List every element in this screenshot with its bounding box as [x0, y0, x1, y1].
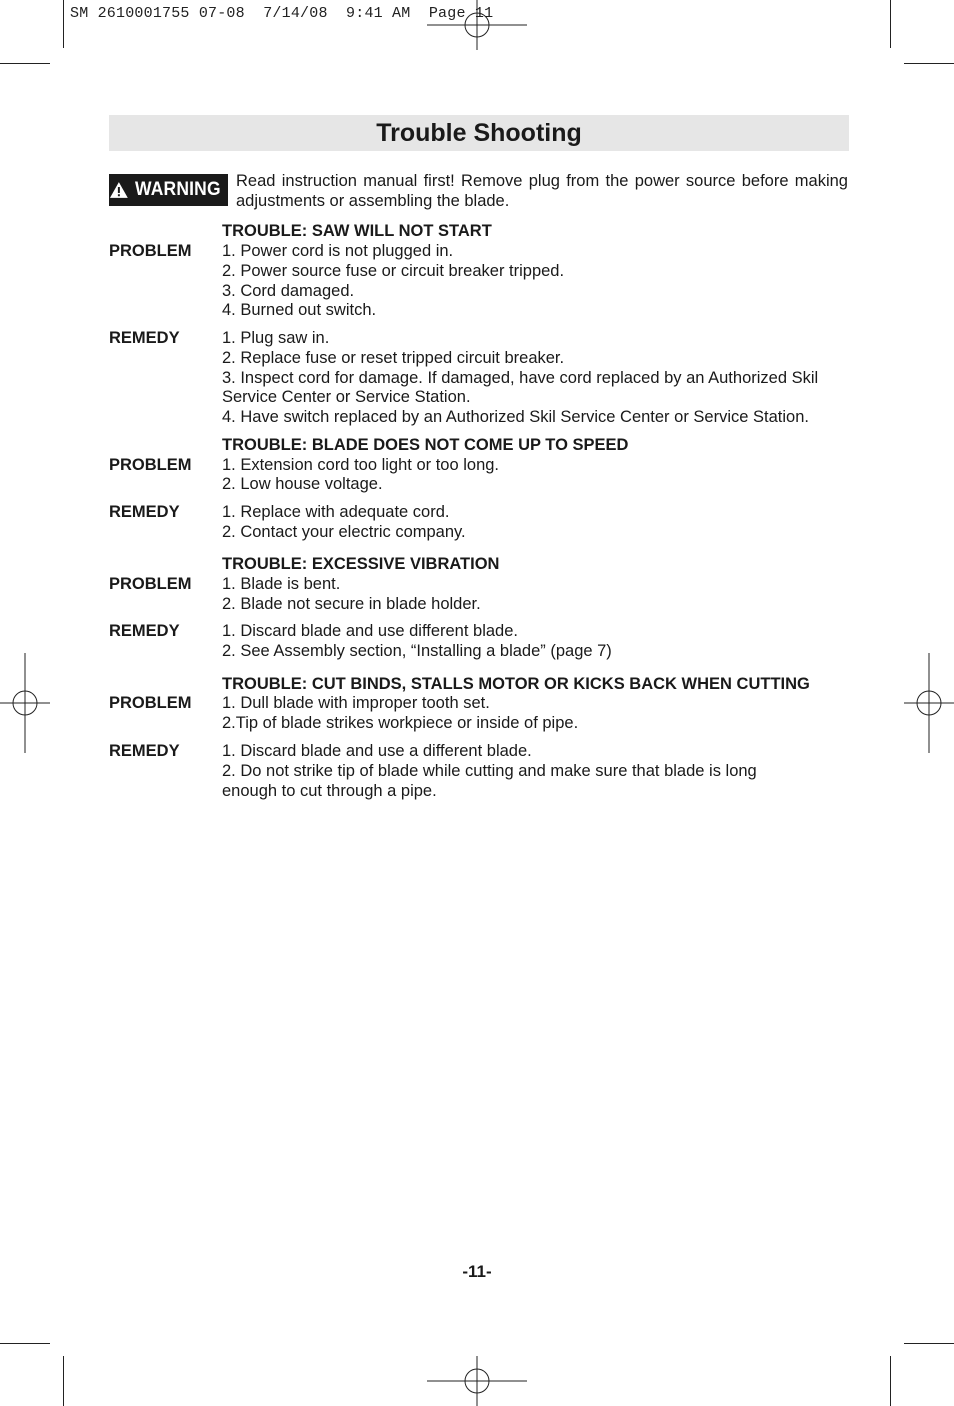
problem-item: 2. Blade not secure in blade holder. — [222, 595, 481, 613]
remedy-label: REMEDY — [109, 503, 180, 521]
remedy-item: 2. Contact your electric company. — [222, 523, 466, 541]
problem-item: 2. Power source fuse or circuit breaker tripped. — [222, 262, 565, 280]
warning-text: Read instruction manual first! Remove plug from the power source before making adjustments or assembling the blade. — [236, 172, 848, 210]
remedy-item: Service Center or Service Station. — [222, 388, 471, 406]
remedy-item: 3. Inspect cord for damage. If damaged, have cord replaced by an Authorized Skil — [222, 369, 819, 387]
remedy-item: enough to cut through a pipe. — [222, 782, 437, 800]
remedy-item: 2. See Assembly section, “Installing a blade” (page 7) — [222, 642, 612, 660]
registration-mark-icon — [0, 653, 50, 753]
problem-item: 2.Tip of blade strikes workpiece or inside of pipe. — [222, 714, 579, 732]
crop-mark — [890, 1356, 891, 1406]
remedy-label: REMEDY — [109, 622, 180, 640]
page-number: -11- — [462, 1262, 492, 1281]
problem-item: 3. Cord damaged. — [222, 282, 355, 300]
crop-mark — [63, 0, 64, 48]
crop-mark — [890, 0, 891, 48]
problem-item: 1. Extension cord too light or too long. — [222, 456, 500, 474]
printer-slug: SM 2610001755 07-08 7/14/08 9:41 AM Page 11 — [70, 5, 494, 22]
remedy-label: REMEDY — [109, 329, 180, 347]
page-title: Trouble Shooting — [376, 118, 582, 147]
crop-mark — [904, 63, 954, 64]
crop-mark — [904, 1343, 954, 1344]
trouble-heading-text: TROUBLE: EXCESSIVE VIBRATION — [222, 555, 500, 573]
problem-item: 1. Blade is bent. — [222, 575, 341, 593]
remedy-item: 1. Discard blade and use a different blade. — [222, 742, 532, 760]
problem-label: PROBLEM — [109, 694, 192, 712]
registration-mark-icon — [427, 1356, 527, 1406]
warning-triangle-icon — [109, 181, 129, 199]
title-bar — [109, 115, 849, 151]
problem-label: PROBLEM — [109, 575, 192, 593]
problem-label: PROBLEM — [109, 456, 192, 474]
trouble-heading-text: TROUBLE: CUT BINDS, STALLS MOTOR OR KICKS BACK WHEN CUTTING — [222, 675, 810, 693]
registration-mark-icon — [904, 653, 954, 753]
warning-label: WARNING — [134, 179, 221, 200]
registration-mark-icon — [427, 0, 527, 50]
problem-item: 2. Low house voltage. — [222, 475, 383, 493]
remedy-item: 2. Do not strike tip of blade while cutting and make sure that blade is long — [222, 762, 757, 780]
crop-mark — [0, 63, 50, 64]
remedy-item: 2. Replace fuse or reset tripped circuit breaker. — [222, 349, 565, 367]
crop-mark — [63, 1356, 64, 1406]
trouble-heading-text: TROUBLE: SAW WILL NOT START — [222, 222, 492, 240]
remedy-item: 1. Discard blade and use different blade. — [222, 622, 518, 640]
remedy-item: 4. Have switch replaced by an Authorized Skil Service Center or Service Station. — [222, 408, 809, 426]
problem-label: PROBLEM — [109, 242, 192, 260]
remedy-label: REMEDY — [109, 742, 180, 760]
problem-item: 1. Power cord is not plugged in. — [222, 242, 454, 260]
trouble-heading-text: TROUBLE: BLADE DOES NOT COME UP TO SPEED — [222, 436, 629, 454]
problem-item: 1. Dull blade with improper tooth set. — [222, 694, 490, 712]
warning-badge — [109, 174, 228, 206]
remedy-item: 1. Plug saw in. — [222, 329, 330, 347]
crop-mark — [0, 1343, 50, 1344]
problem-item: 4. Burned out switch. — [222, 301, 377, 319]
remedy-item: 1. Replace with adequate cord. — [222, 503, 450, 521]
